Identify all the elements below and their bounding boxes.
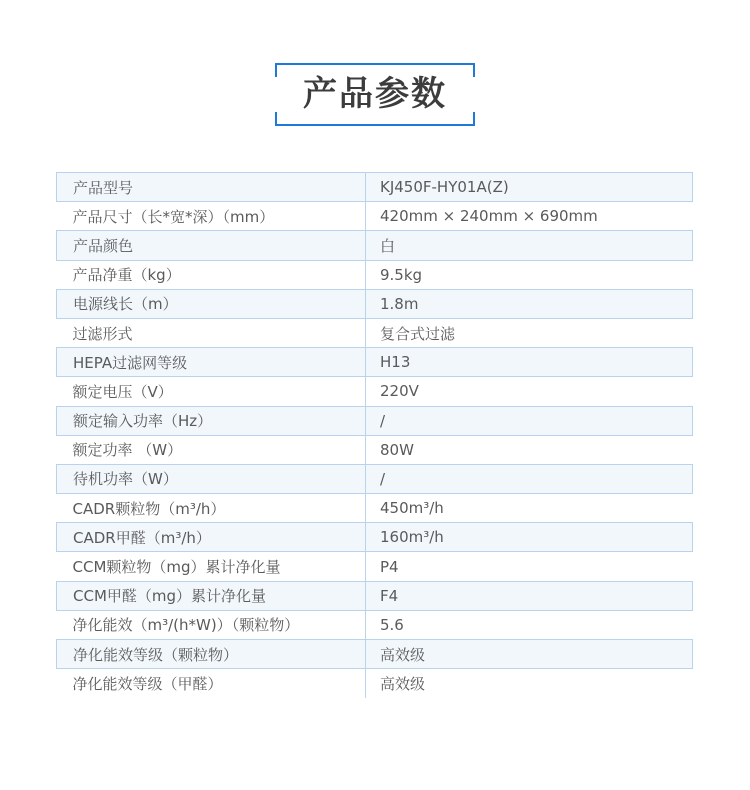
spec-value: F4 — [366, 581, 693, 610]
section-title: 产品参数 — [303, 74, 447, 114]
spec-row — [57, 173, 693, 202]
spec-label: 净化能效等级（颗粒物） — [57, 640, 366, 669]
spec-value: P4 — [380, 557, 399, 576]
title-bracket-bottom — [275, 112, 475, 126]
spec-label: 产品颜色 — [57, 231, 366, 260]
spec-value: 9.5kg — [380, 265, 423, 284]
spec-label: HEPA过滤网等级 — [57, 348, 366, 377]
spec-row — [57, 610, 693, 639]
spec-row — [57, 640, 693, 669]
spec-row — [57, 289, 693, 318]
spec-table — [56, 172, 693, 698]
spec-value: 高效级 — [366, 640, 693, 669]
section-title-frame — [275, 63, 475, 126]
spec-value: 220V — [380, 382, 419, 401]
spec-label: 额定输入功率（Hz） — [57, 406, 366, 435]
spec-label: 净化能效等级（甲醛） — [57, 669, 366, 698]
spec-value: / — [366, 464, 693, 493]
spec-row — [57, 581, 693, 610]
spec-value: 白 — [366, 231, 693, 260]
spec-row — [57, 435, 693, 464]
spec-label: 产品尺寸（长*宽*深）（mm） — [57, 202, 366, 231]
spec-label: CCM甲醛（mg）累计净化量 — [57, 581, 366, 610]
spec-label: 额定电压（V） — [57, 377, 366, 406]
spec-value: H13 — [366, 348, 693, 377]
spec-label: 产品型号 — [57, 173, 366, 202]
spec-row — [57, 377, 693, 406]
spec-value: 1.8m — [366, 289, 693, 318]
spec-row — [57, 202, 693, 231]
spec-label: 额定功率 （W） — [57, 435, 366, 464]
spec-value: KJ450F-HY01A(Z) — [366, 173, 693, 202]
spec-row — [57, 260, 693, 289]
spec-row — [57, 494, 693, 523]
spec-label: 净化能效（m³/(h*W)）（颗粒物） — [57, 610, 366, 639]
spec-row — [57, 406, 693, 435]
spec-label: 过滤形式 — [57, 318, 366, 347]
spec-row — [57, 348, 693, 377]
spec-row — [57, 552, 693, 581]
spec-value: 高效级 — [380, 675, 426, 694]
spec-value: 160m³/h — [366, 523, 693, 552]
spec-row — [57, 231, 693, 260]
spec-label: 产品净重（kg） — [57, 260, 366, 289]
spec-label: CADR甲醛（m³/h） — [57, 523, 366, 552]
spec-value: 420mm × 240mm × 690mm — [380, 207, 598, 226]
spec-row — [57, 523, 693, 552]
spec-label: 待机功率（W） — [57, 464, 366, 493]
spec-label: CADR颗粒物（m³/h） — [57, 494, 366, 523]
spec-value: 80W — [380, 440, 414, 459]
spec-value: / — [366, 406, 693, 435]
spec-value: 5.6 — [380, 615, 404, 634]
spec-value: 复合式过滤 — [380, 324, 456, 343]
spec-label: CCM颗粒物（mg）累计净化量 — [57, 552, 366, 581]
spec-row — [57, 669, 693, 698]
spec-row — [57, 464, 693, 493]
spec-row — [57, 318, 693, 347]
spec-label: 电源线长（m） — [57, 289, 366, 318]
spec-value: 450m³/h — [380, 499, 444, 518]
